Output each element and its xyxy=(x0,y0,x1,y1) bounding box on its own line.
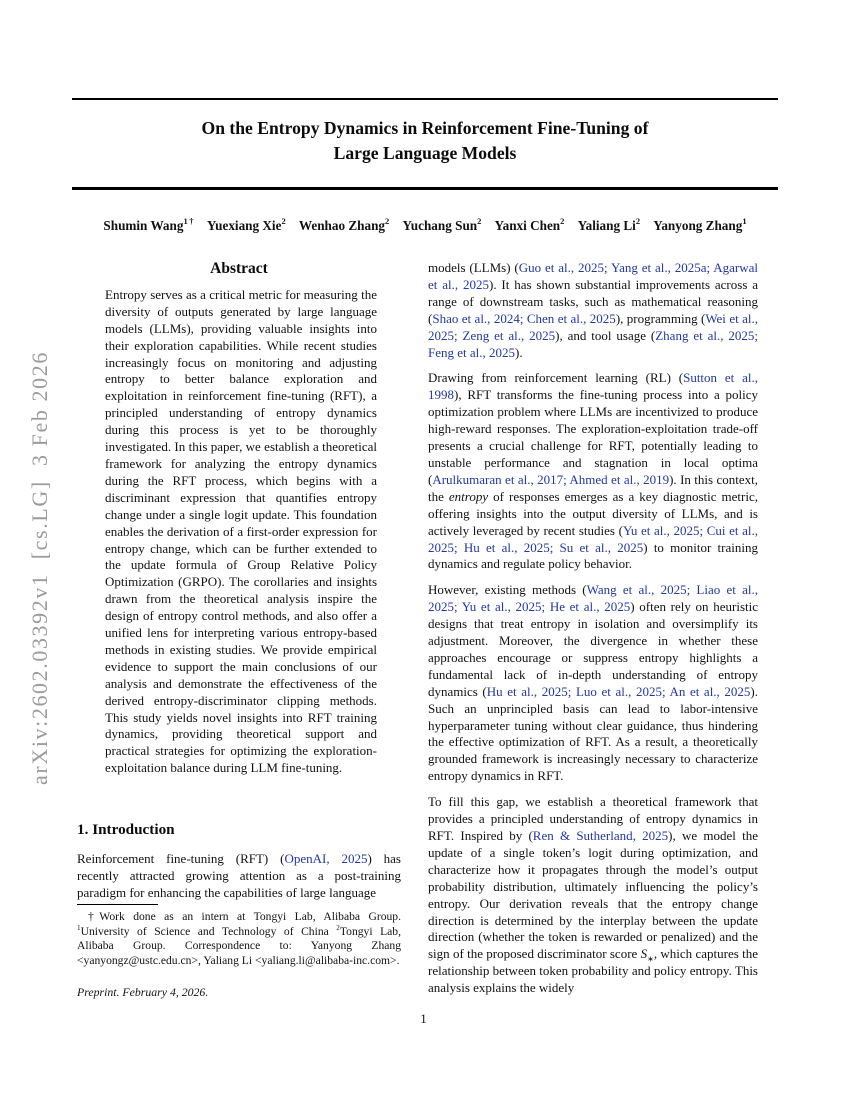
authors-line: Shumin Wang$^{1 \dagger}$ Yuexiang Xie$^2$ Wenhao Zhang$^2$ Yuchang Sun$^2$ Yanxi Chen$^2$ Yaliang Li$^2$ Yanyong Zhang$^1$ xyxy=(103,216,747,233)
citation-link[interactable]: Hu et al., 2025; Luo et al., 2025; An et al., 2025 xyxy=(486,683,751,699)
introduction-section xyxy=(77,822,401,911)
preprint-note: Preprint. February 4, 2026. xyxy=(77,985,209,1000)
citation-link[interactable]: Wang et al., 2025; Liao et al., 2025; Yu et al., 2025; He et al., 2025 xyxy=(428,582,758,615)
abstract-body: Entropy serves as a critical metric for measuring the diversity of outputs generated by large language models (LLMs), providing valuable insights into their exploration capabilities. While recent studies increasingly focus on monitoring and adjusting entropy to better balance exploration and exploitation in reinforcement fine-tuning (RFT), a principled understanding of entropy dynamics during this process is yet to be thoroughly investigated. In this paper, we establish a theoretical framework for analyzing the entropy dynamics during the RFT process, which begins with a discriminant expression that quantifies entropy change under a single logit update. This foundation enables the derivation of a first-order expression for entropy change, which can be further extended to the update formula of Group Relative Policy Optimization (GRPO). The corollaries and insights drawn from the theoretical analysis inspire the design of entropy control methods, and also offer a unified lens for interpreting various entropy-based methods in existing studies. We provide empirical evidence to support the main conclusions of our analysis and demonstrate the effectiveness of the derived entropy-discriminator clipping methods. This study yields novel insights into RFT training dynamics, providing theoretical support and practical strategies for optimizing the exploration-exploitation balance during LLM fine-tuning. xyxy=(105,286,377,776)
body-paragraph-4: To fill this gap, we establish a theoretical framework that provides a principled understanding of entropy dynamics in RFT. Inspired by (Ren & Sutherland, 2025), we model the update of a single token’s logit during optimization, and characterize how it propagates through the model’s output probability distribution, ultimately influencing the policy’s entropy. Our derivation reveals that the entropy change direction is determined by the interplay between the update direction (whether the token is rewarded or penalized) and the sign of the proposed discriminator score $S_∗$, which captures the relationship between token probability and policy entropy. This analysis explains the widely xyxy=(428,794,758,996)
abstract-heading: Abstract xyxy=(210,260,268,277)
paper-title-line1: On the Entropy Dynamics in Reinforcement Fine-Tuning of xyxy=(201,118,649,138)
citation-link[interactable]: Sutton et al., 1998 xyxy=(428,370,759,403)
paper-title xyxy=(0,116,850,166)
right-column xyxy=(428,260,758,1006)
left-column xyxy=(77,261,401,777)
citation-link[interactable]: Shao et al., 2024; Chen et al., 2025 xyxy=(432,310,616,326)
citation-link[interactable]: Wei et al., 2025; Zeng et al., 2025 xyxy=(428,310,759,343)
footnote-block xyxy=(77,904,401,1000)
body-paragraph-3: However, existing methods (Wang et al., 2025; Liao et al., 2025; Yu et al., 2025; He et al., 2025) often rely on heuristic designs that treat entropy in isolation and oversimplify its adjustment. Moreover, the divergence in whether these approaches encourage or suppress entropy highlights a fundamental lack of in-depth understanding of entropy dynamics (Hu et al., 2025; Luo et al., 2025; An et al., 2025). Such an unprincipled basis can lead to labor-intensive hyperparameter tuning without clear guidance, thus hindering the effective optimization of RFT. As a result, a theoretically grounded framework is increasingly necessary to characterize entropy dynamics in RFT. xyxy=(428,582,759,784)
introduction-heading: 1. Introduction xyxy=(77,821,175,838)
header-rule-top xyxy=(72,98,778,100)
introduction-paragraph: Reinforcement fine-tuning (RFT) (OpenAI, 2025) has recently attracted growing attention as a post-training paradigm for enhancing the capabilities of large language xyxy=(77,850,401,900)
citation-link[interactable]: Yu et al., 2025; Cui et al., 2025; Hu et al., 2025; Su et al., 2025 xyxy=(428,522,758,555)
arxiv-watermark: arXiv:2602.03392v1 [cs.LG] 3 Feb 2026 xyxy=(27,351,52,785)
citation-link[interactable]: Ren & Sutherland, 2025 xyxy=(532,828,669,843)
header-rule-bottom xyxy=(72,187,778,190)
paper-title-line2: Large Language Models xyxy=(333,143,517,163)
footnote-text: †Work done as an intern at Tongyi Lab, Alibaba Group. $^1$University of Science and Technology of China $^2$Tongyi Lab, Alibaba Group. Correspondence to: Yanyong Zhang <yanyongz@ustc.edu.cn>, Yaliang Li <yaliang.li@alibaba-inc.com>. xyxy=(77,910,401,967)
citation-link[interactable]: OpenAI, 2025 xyxy=(284,850,368,866)
footnote-rule xyxy=(77,904,158,905)
citation-link[interactable]: Arulkumaran et al., 2017; Ahmed et al., 2019 xyxy=(432,471,670,487)
body-paragraph-2: Drawing from reinforcement learning (RL) (Sutton et al., 1998), RFT transforms the fine-tuning process into a policy optimization problem where LLMs are incentivized to produce high-reward responses. The exploration-exploitation trade-off presents a crucial challenge for RFT, potentially leading to unstable performance and stagnation in local optima (Arulkumaran et al., 2017; Ahmed et al., 2019). In this context, the entropy of responses emerges as a key diagnostic metric, offering insights into the output diversity of LLMs, and is actively leveraged by recent studies (Yu et al., 2025; Cui et al., 2025; Hu et al., 2025; Su et al., 2025) to monitor training dynamics and regulate policy behavior. xyxy=(428,370,759,572)
body-paragraph-1: models (LLMs) (Guo et al., 2025; Yang et al., 2025a; Agarwal et al., 2025). It has shown substantial improvements across a range of downstream tasks, such as mathematical reasoning (Shao et al., 2024; Chen et al., 2025), programming (Wei et al., 2025; Zeng et al., 2025), and tool usage (Zhang et al., 2025; Feng et al., 2025). xyxy=(428,260,759,360)
page-number: 1 xyxy=(420,1011,427,1026)
citation-link[interactable]: Guo et al., 2025; Yang et al., 2025a; Agarwal et al., 2025 xyxy=(428,260,758,292)
citation-link[interactable]: Zhang et al., 2025; Feng et al., 2025 xyxy=(428,327,758,360)
